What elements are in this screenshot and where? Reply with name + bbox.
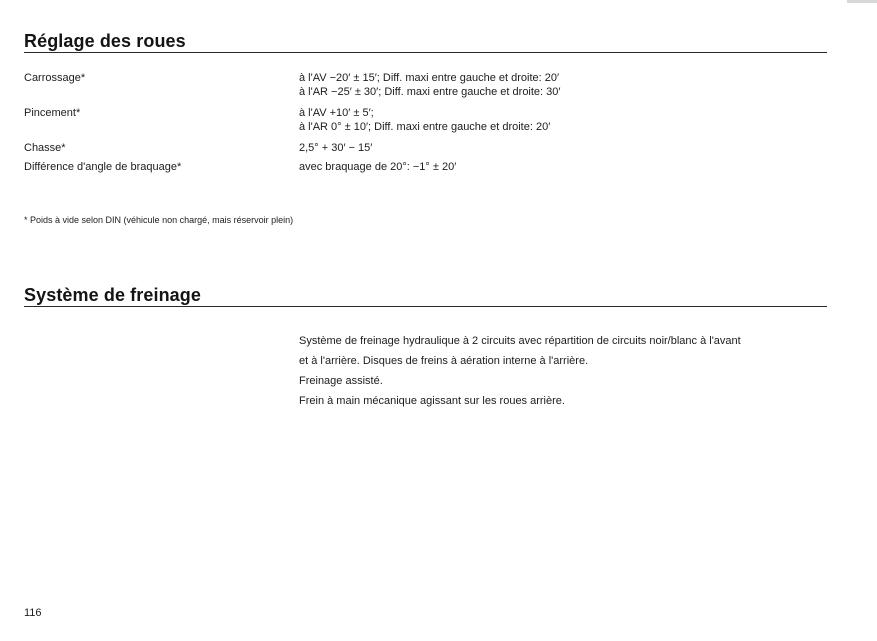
spec-value-caster: 2,5° + 30′ − 15′ [299, 142, 373, 154]
spec-label-camber: Carrossage* [24, 72, 86, 84]
spec-value-steering-angle: avec braquage de 20°: −1° ± 20′ [299, 161, 457, 173]
spec-value-camber-front: à l'AV −20′ ± 15′; Diff. maxi entre gauche et droite: 20′ [299, 72, 560, 84]
paragraph-line: Freinage assisté. [299, 375, 383, 387]
corner-mark [847, 0, 877, 3]
spec-label-toe: Pincement* [24, 107, 81, 119]
spec-value-toe-front: à l'AV +10′ ± 5′; [299, 107, 374, 119]
spec-label-caster: Chasse* [24, 142, 66, 154]
footnote: * Poids à vide selon DIN (véhicule non chargé, mais réservoir plein) [24, 215, 294, 225]
spec-value-toe-rear: à l'AR 0° ± 10′; Diff. maxi entre gauche et droite: 20′ [299, 121, 551, 133]
section-rule [24, 52, 827, 53]
spec-value-camber-rear: à l'AR −25′ ± 30′; Diff. maxi entre gauche et droite: 30′ [299, 86, 561, 98]
section-title-braking: Système de freinage [24, 285, 201, 305]
section-title-wheel-alignment: Réglage des roues [24, 31, 186, 51]
paragraph-line: Système de freinage hydraulique à 2 circuits avec répartition de circuits noir/blanc à l'avant [299, 335, 741, 347]
page-number: 116 [24, 607, 42, 619]
paragraph-line: et à l'arrière. Disques de freins à aération interne à l'arrière. [299, 355, 589, 367]
section-rule [24, 306, 827, 307]
spec-label-steering-angle: Différence d'angle de braquage* [24, 161, 182, 173]
paragraph-line: Frein à main mécanique agissant sur les roues arrière. [299, 395, 565, 407]
